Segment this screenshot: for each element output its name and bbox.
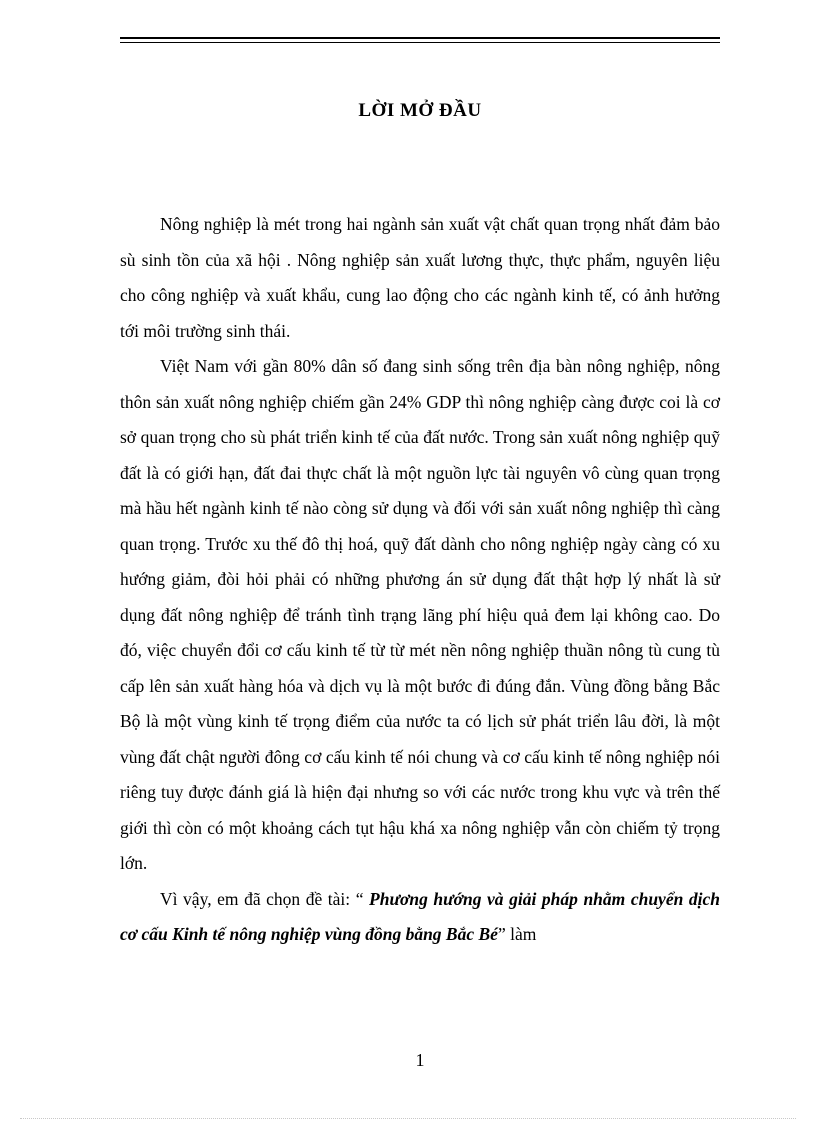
page-title: LỜI MỞ ĐẦU (358, 100, 482, 121)
header-rule-thin (120, 42, 720, 43)
page-bottom-edge (20, 1118, 796, 1119)
body-text (120, 207, 720, 953)
paragraph-context: Việt Nam với gần 80% dân số đang sinh sống trên địa bàn nông nghiệp, nông thôn sản xuất nông nghiệp chiếm gần 24% GDP thì nông nghiệp càng được coi là cơ sở quan trọng cho sù phát triển kinh tế của đất nước. Trong sản xuất nông nghiệp quỹ đất là có giới hạn, đất đai thực chất là một nguồn lực tài nguyên vô cùng quan trọng mà hầu hết ngành kinh tế nào còng sử dụng và đối với sản xuất nông nghiệp thì càng quan trọng. Trước xu thế đô thị hoá, quỹ đất dành cho nông nghiệp ngày càng có xu hướng giảm, đòi hỏi phải có những phương án sử dụng đất thật hợp lý nhất là sử dụng đất nông nghiệp để tránh tình trạng lãng phí hiệu quả đem lại không cao. Do đó, việc chuyển đổi cơ cấu kinh tế từ từ mét nền nông nghiệp thuần nông tù cung tù cấp lên sản xuất hàng hóa và dịch vụ là một bước đi đúng đắn. Vùng đồng bằng Bắc Bộ là một vùng kinh tế trọng điểm của nước ta có lịch sử phát triển lâu đời, là một vùng đất chật người đông cơ cấu kinh tế nói chung và cơ cấu kinh tế nông nghiệp nói riêng tuy được đánh giá là hiện đại nhưng so với các nước trong khu vực và trên thế giới thì còn có một khoảng cách tụt hậu khá xa nông nghiệp vẫn còn chiếm tỷ trọng lớn. (120, 356, 720, 873)
topic-lead: Vì vậy, em đã chọn đề tài: “ (160, 888, 370, 909)
paragraph-topic (120, 882, 720, 953)
topic-title: Phương hướng và giải pháp nhằm chuyển dịch cơ cấu Kinh tế nông nghiệp vùng đồng bằng Bắc Bé (120, 888, 720, 944)
topic-tail: ” làm (497, 924, 537, 944)
header-rule-thick (120, 37, 720, 39)
paragraph-intro: Nông nghiệp là mét trong hai ngành sản xuất vật chất quan trọng nhất đảm bảo sù sinh tồn của xã hội . Nông nghiệp sản xuất lương thực, thực phẩm, nguyên liệu cho công nghiệp và xuất khẩu, cung lao động cho các ngành kinh tế, có ảnh hưởng tới môi trường sinh thái. (120, 214, 720, 341)
page-number: 1 (415, 1050, 425, 1070)
